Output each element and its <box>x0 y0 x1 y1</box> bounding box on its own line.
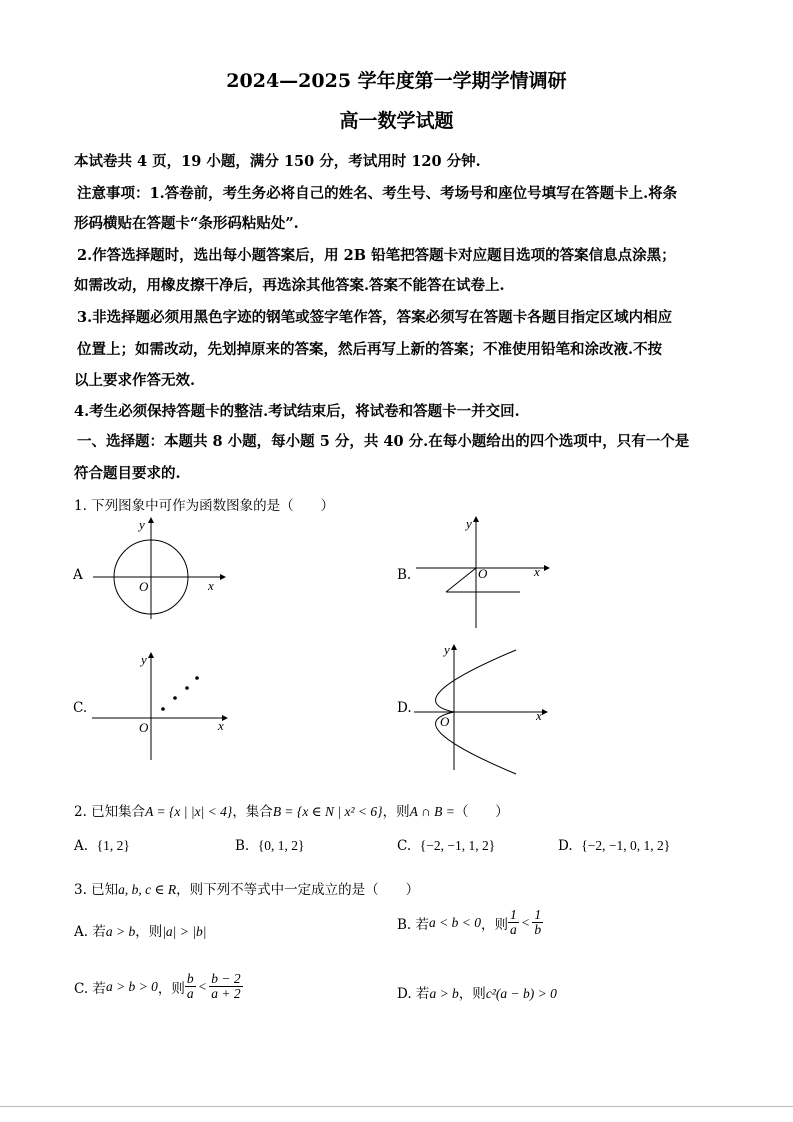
data-point <box>161 707 165 711</box>
y-axis-arrow <box>451 644 457 650</box>
q3-option-d-label: D. 若 <box>397 986 430 1002</box>
q2-then: ，则 <box>382 804 410 820</box>
question-2-stem <box>74 800 509 820</box>
q2-expression: A ∩ B = <box>409 804 455 819</box>
note-3c: 以上要求作答无效. <box>74 372 196 389</box>
data-point <box>185 686 189 690</box>
axis-y-label: y <box>139 517 145 532</box>
q3-vars: a, b, c ∈ R <box>118 882 177 897</box>
q1-option-b-label: B. <box>397 567 412 583</box>
q3-suffix: ，则下列不等式中一定成立的是（ ） <box>176 882 420 898</box>
q2-option-d-label: D. <box>558 838 573 854</box>
q1-graph-b <box>414 512 554 632</box>
q3-option-c-left-fraction: $\frac{b}{a}$ <box>186 971 194 1002</box>
page-bottom-divider <box>0 1106 793 1107</box>
q3-option-c-label: C. 若 <box>74 980 106 997</box>
q1-option-c-label: C. <box>73 700 88 716</box>
q2-option-b-label: B. <box>235 838 250 854</box>
intro-line: 本试卷共 4 页，19 小题，满分 150 分，考试用时 120 分钟. <box>74 153 481 170</box>
q3-option-d-result: c²(a − b) > 0 <box>485 986 557 1001</box>
note-3a: 3.非选择题必须用黑色字迹的钢笔或签字笔作答，答案必须写在答题卡各题目指定区域内相应 <box>77 309 673 326</box>
q2-option-b <box>235 838 305 854</box>
note-2a: 2.作答选择题时，选出每小题答案后，用 2B 铅笔把答题卡对应题目选项的答案信息点涂黑； <box>77 247 676 264</box>
note-1b: 形码横贴在答题卡“条形码粘贴处”. <box>74 215 299 232</box>
q3-option-b-left-fraction: $\frac{1}{a}$ <box>510 907 517 938</box>
data-point <box>195 676 199 680</box>
x-axis-arrow <box>544 565 550 571</box>
q1-graph-c <box>88 650 233 765</box>
axis-x-label: x <box>534 564 540 579</box>
q3-option-c <box>74 972 243 1001</box>
q3-option-a-condition: a > b <box>105 924 136 939</box>
axis-x-label: x <box>208 578 214 593</box>
question-3-stem <box>74 878 419 898</box>
y-axis-arrow <box>148 652 154 658</box>
origin-label: O <box>478 566 488 581</box>
x-axis-arrow <box>220 574 226 580</box>
q2-option-a <box>74 838 130 854</box>
q2-middle: ，集合 <box>232 804 273 820</box>
question-1-stem: 1. 下列图象中可作为函数图象的是（ ） <box>74 498 335 514</box>
origin-label: O <box>139 720 149 735</box>
q3-option-a <box>74 920 206 940</box>
q1-option-a-label: A <box>73 567 83 583</box>
q1-option-d-label: D. <box>397 700 412 716</box>
x-axis-arrow <box>542 709 548 715</box>
section-1-heading-cont: 符合题目要求的. <box>74 465 181 482</box>
exam-subtitle: 高一数学试题 <box>339 110 454 132</box>
q2-option-c-label: C. <box>397 838 412 854</box>
exam-title: 2024—2025 学年度第一学期学情调研 <box>226 70 567 92</box>
q3-option-b-then: ，则 <box>481 916 508 933</box>
q3-option-b-label: B. 若 <box>397 916 430 933</box>
axis-x-label: x <box>536 708 542 723</box>
q2-set-a: A = {x | |x| < 4} <box>145 804 233 819</box>
q2-option-b-value: {0, 1, 2} <box>257 838 305 853</box>
q3-option-b-operator: < <box>521 914 530 930</box>
q2-option-c <box>397 838 495 854</box>
y-axis-arrow <box>148 517 154 523</box>
axis-y-label: y <box>466 516 472 531</box>
q2-option-a-label: A. <box>74 838 89 854</box>
section-1-heading: 一、选择题：本题共 8 小题，每小题 5 分，共 40 分.在每小题给出的四个选项中，只有一个是 <box>77 433 690 450</box>
q1-graph-d <box>412 640 552 775</box>
origin-label: O <box>139 579 149 594</box>
note-3b: 位置上；如需改动，先划掉原来的答案，然后再写上新的答案；不准使用铅笔和涂改液.不按 <box>77 341 663 358</box>
q2-option-c-value: {−2, −1, 1, 2} <box>419 838 496 853</box>
q1-graph-a <box>88 515 228 625</box>
q3-option-b-right-fraction: $\frac{1}{b}$ <box>534 907 542 938</box>
q2-set-b: B = {x ∈ N | x² < 6} <box>272 804 383 819</box>
q3-option-a-then: ，则 <box>135 924 163 940</box>
q3-option-b <box>397 908 543 937</box>
q3-option-c-then: ，则 <box>157 980 185 997</box>
q3-option-d-condition: a > b <box>429 986 459 1001</box>
origin-label: O <box>440 714 450 729</box>
q2-prefix: 2. 已知集合 <box>74 804 146 820</box>
q2-option-d <box>558 838 670 854</box>
axis-y-label: y <box>141 652 147 667</box>
note-2b: 如需改动，用橡皮擦干净后，再选涂其他答案.答案不能答在试卷上. <box>74 277 505 294</box>
axis-y-label: y <box>444 642 450 657</box>
q2-option-d-value: {−2, −1, 0, 1, 2} <box>581 838 671 853</box>
q3-option-c-operator: < <box>198 978 207 994</box>
data-point <box>173 696 177 700</box>
q2-paren: （ ） <box>454 804 509 820</box>
note-1a: 注意事项：1.答卷前，考生务必将自己的姓名、考生号、考场号和座位号填写在答题卡上.将条 <box>77 185 678 202</box>
q3-option-d <box>397 982 557 1002</box>
q3-option-a-label: A. 若 <box>74 924 106 940</box>
q3-option-c-condition: a > b > 0 <box>105 978 158 994</box>
q2-option-a-value: {1, 2} <box>96 838 130 853</box>
axis-x-label: x <box>218 718 224 733</box>
diagonal-segment <box>446 568 476 592</box>
q3-option-a-result: |a| > |b| <box>162 924 207 939</box>
q3-prefix: 3. 已知 <box>74 882 119 898</box>
y-axis-arrow <box>473 516 479 522</box>
note-4: 4.考生必须保持答题卡的整洁.考试结束后，将试卷和答题卡一并交回. <box>74 403 520 420</box>
q3-option-b-condition: a < b < 0 <box>429 914 481 930</box>
q3-option-c-right-fraction: $\frac{b - 2}{a + 2}$ <box>211 971 241 1002</box>
q3-option-d-then: ，则 <box>458 986 486 1002</box>
